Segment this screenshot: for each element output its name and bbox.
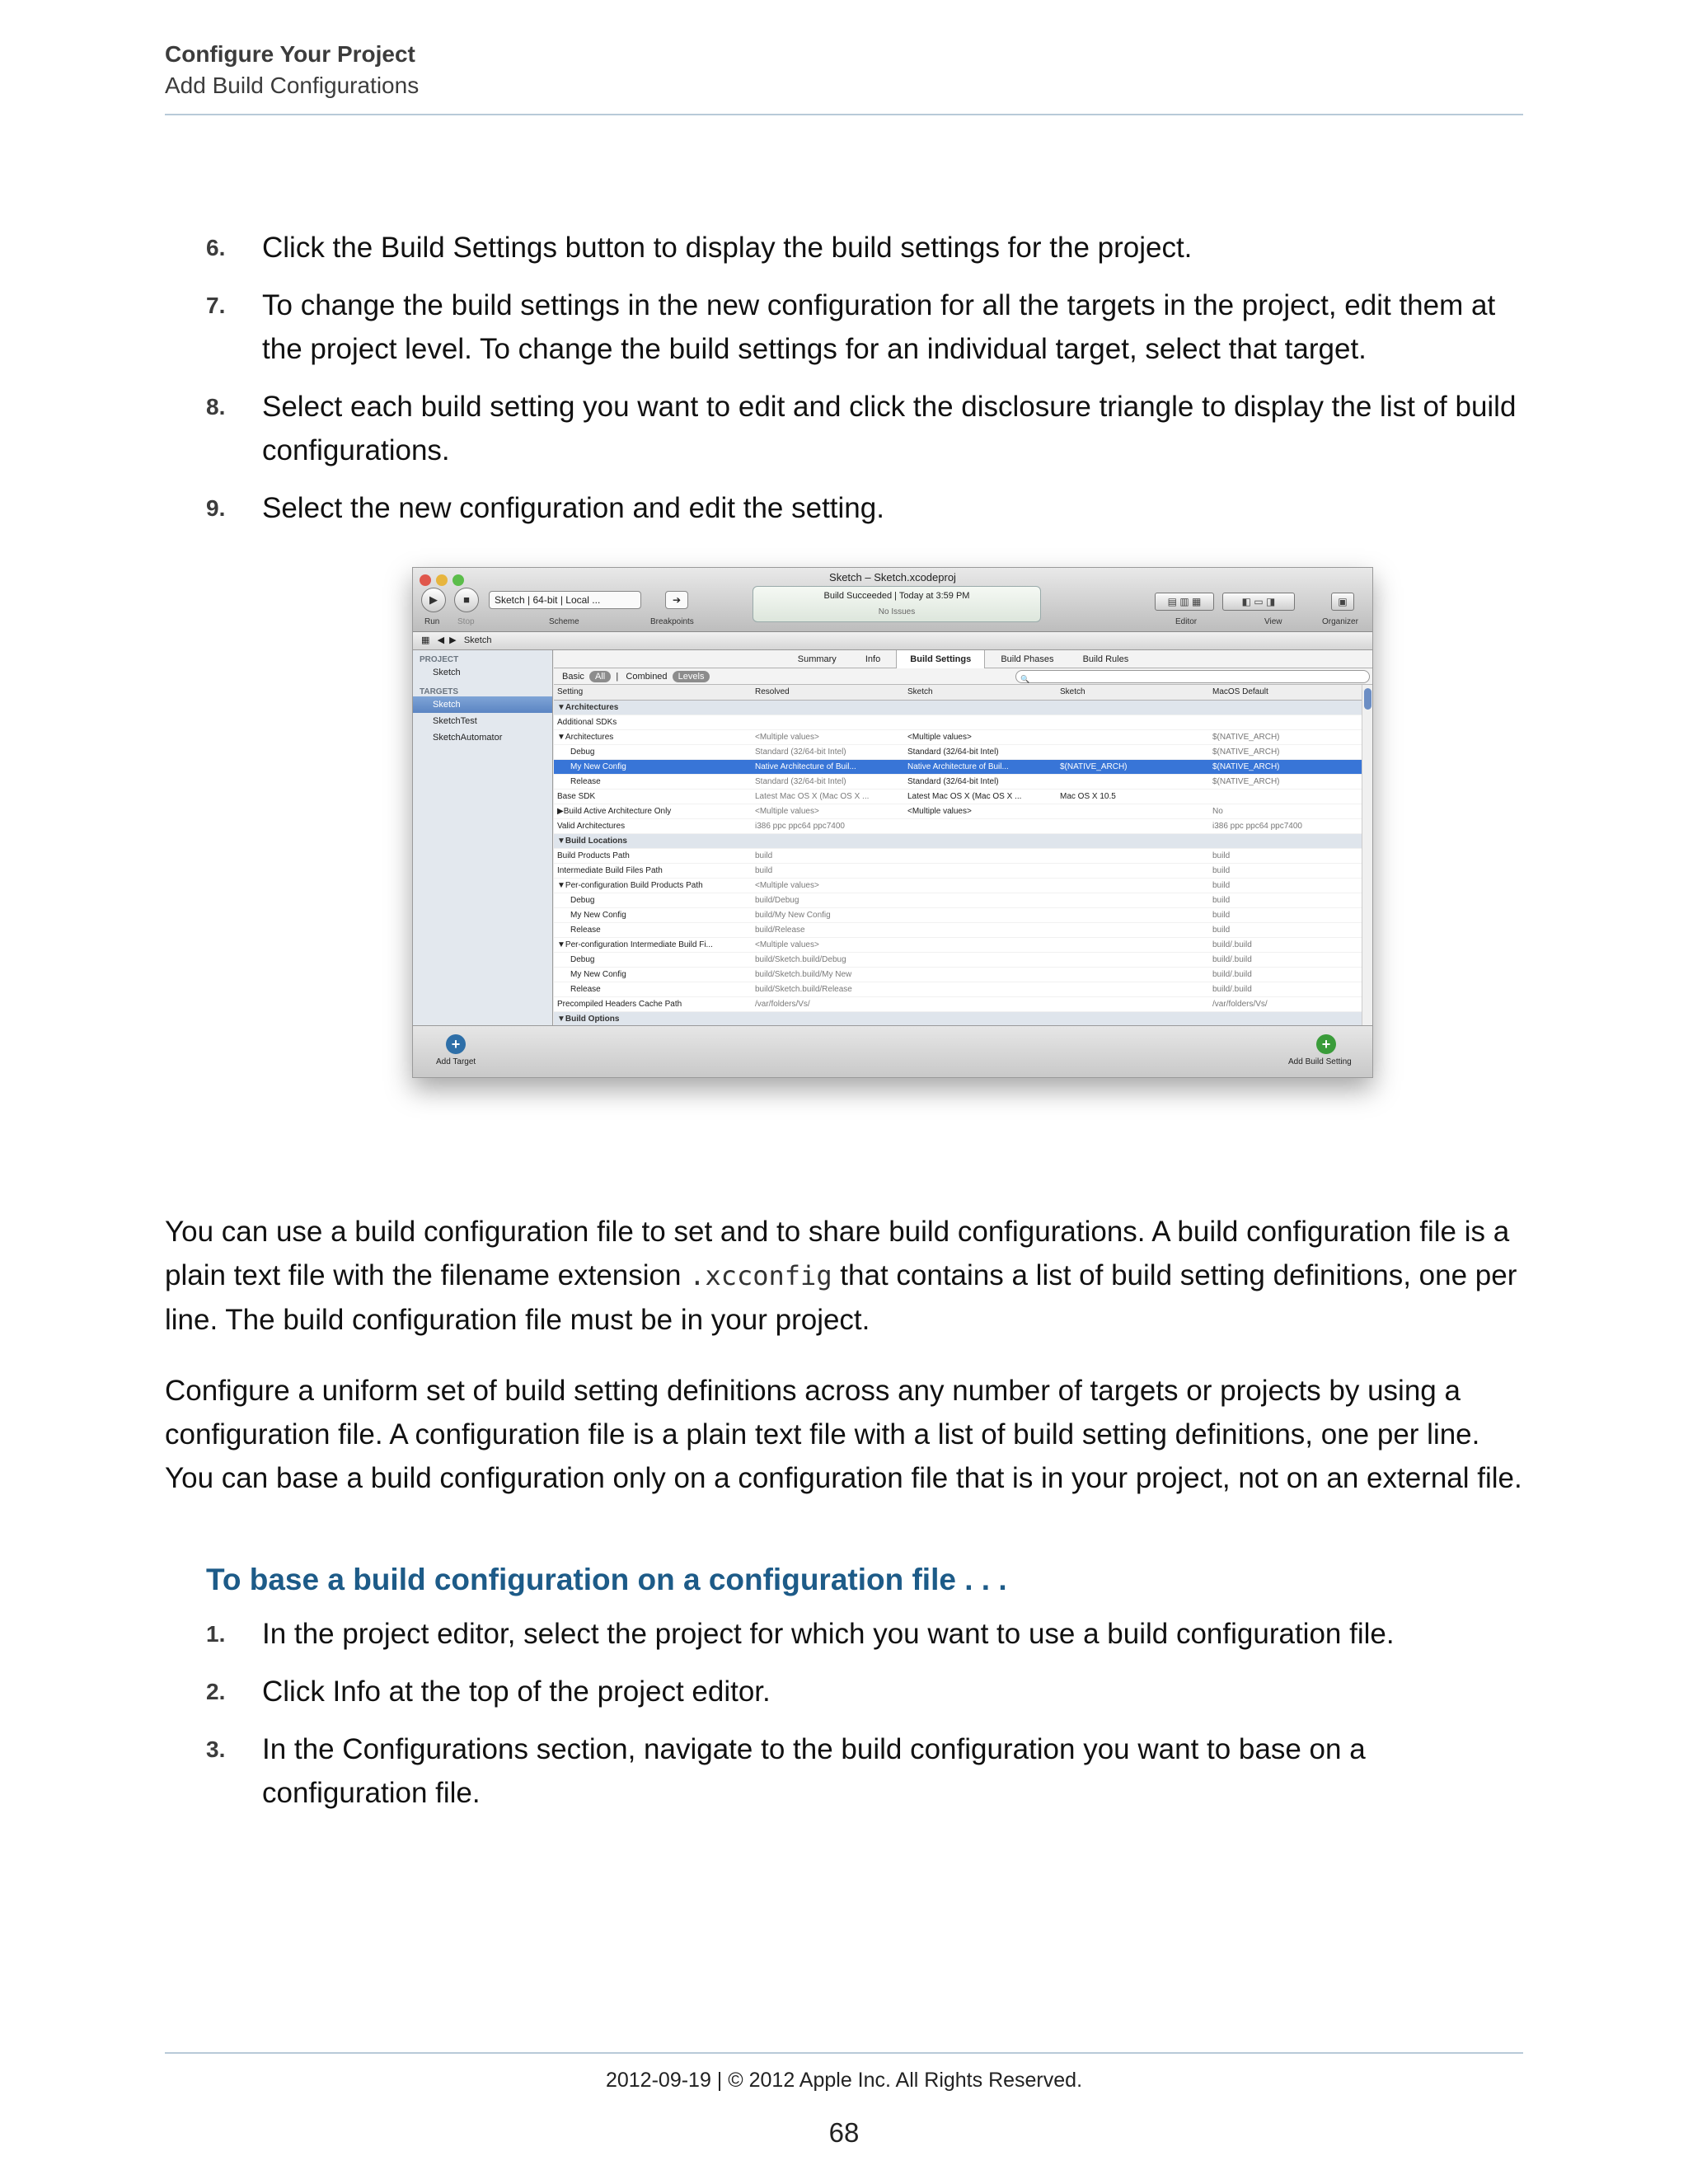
table-cell <box>1057 878 1209 893</box>
step-number: 8. <box>206 394 226 419</box>
table-cell <box>904 937 1057 952</box>
tab-build-settings[interactable]: Build Settings <box>896 650 985 668</box>
footer-rule <box>165 2052 1523 2054</box>
table-cell: <Multiple values> <box>904 729 1057 744</box>
editor-mode-icons[interactable]: ▤ ▥ ▦ <box>1155 593 1214 611</box>
step-text: Click the Build Settings button to display the build settings for the project. <box>262 232 1193 264</box>
editor-bottom-bar <box>413 1025 1372 1078</box>
table-cell <box>1209 1011 1372 1026</box>
table-row[interactable] <box>554 789 1372 804</box>
build-settings-rows <box>554 700 1372 1026</box>
table-cell: My New Config <box>554 759 752 774</box>
table-cell <box>1057 863 1209 878</box>
table-cell: <Multiple values> <box>752 729 904 744</box>
table-cell <box>752 1011 904 1026</box>
table-cell <box>904 848 1057 863</box>
table-cell: Standard (32/64-bit Intel) <box>904 774 1057 789</box>
table-cell: ▼Per-configuration Intermediate Build Fi... <box>554 937 752 952</box>
table-cell <box>904 893 1057 907</box>
table-cell: <Multiple values> <box>752 878 904 893</box>
target-item[interactable]: SketchAutomator <box>433 733 503 743</box>
table-cell: /var/folders/Vs/ <box>752 996 904 1011</box>
tab-info[interactable]: Info <box>865 654 881 664</box>
step-item <box>206 1727 1525 1815</box>
tab-build-rules[interactable]: Build Rules <box>1082 654 1129 664</box>
table-cell <box>1057 967 1209 982</box>
issues-status-text: No Issues <box>878 607 916 616</box>
search-icon: 🔍 <box>1020 675 1030 683</box>
table-cell: build <box>752 848 904 863</box>
table-cell: Debug <box>554 893 752 907</box>
table-cell <box>1209 833 1372 848</box>
table-cell <box>1057 893 1209 907</box>
scheme-label: Scheme <box>549 617 579 626</box>
step-number: 3. <box>206 1736 226 1762</box>
table-cell: Mac OS X 10.5 <box>1057 789 1209 804</box>
build-settings-table <box>554 685 1372 1027</box>
group-row[interactable] <box>554 700 1372 715</box>
table-cell <box>904 863 1057 878</box>
table-cell: <Multiple values> <box>752 937 904 952</box>
table-cell <box>1057 774 1209 789</box>
filter-combined[interactable]: Combined <box>626 672 668 682</box>
table-row[interactable] <box>554 907 1372 922</box>
target-item[interactable]: SketchTest <box>433 716 477 726</box>
table-row[interactable] <box>554 818 1372 833</box>
column-header[interactable]: Sketch <box>1057 685 1209 700</box>
step-text: Select each build setting you want to edit and click the disclosure triangle to display the list of build configurations. <box>262 391 1517 466</box>
step-text: Select the new configuration and edit the setting. <box>262 492 884 524</box>
table-cell: Standard (32/64-bit Intel) <box>752 774 904 789</box>
table-cell <box>904 818 1057 833</box>
step-text: In the project editor, select the project for which you want to use a build configuration file. <box>262 1618 1395 1650</box>
window-title: Sketch – Sketch.xcodeproj <box>829 571 956 583</box>
table-cell <box>1057 996 1209 1011</box>
targets-heading: TARGETS <box>420 687 459 696</box>
table-cell <box>1057 729 1209 744</box>
task-heading: To base a build configuration on a configuration file . . . <box>206 1563 1007 1596</box>
table-row[interactable] <box>554 744 1372 759</box>
table-cell: build <box>1209 922 1372 937</box>
table-cell <box>1057 982 1209 996</box>
table-cell <box>1057 833 1209 848</box>
table-cell: Base SDK <box>554 789 752 804</box>
scheme-popup[interactable]: Sketch | 64-bit | Local ... <box>489 591 641 609</box>
steps-list-bottom <box>206 1612 1525 1829</box>
table-row[interactable] <box>554 774 1372 789</box>
table-cell: build/Sketch.build/Release <box>752 982 904 996</box>
table-row[interactable] <box>554 922 1372 937</box>
table-cell: ▶Build Active Architecture Only <box>554 804 752 818</box>
filter-all[interactable]: All <box>589 671 611 682</box>
table-row[interactable] <box>554 967 1372 982</box>
path-project[interactable]: Sketch <box>463 635 492 645</box>
grid-icon[interactable]: ▦ <box>421 635 430 645</box>
table-cell: Release <box>554 982 752 996</box>
view-toggle-icons[interactable]: ◧ ▭ ◨ <box>1222 593 1295 611</box>
column-header[interactable]: Setting <box>554 685 752 700</box>
table-cell: build <box>1209 907 1372 922</box>
table-cell <box>1057 715 1209 729</box>
table-cell <box>904 715 1057 729</box>
table-cell <box>904 952 1057 967</box>
table-cell: Debug <box>554 952 752 967</box>
table-cell: Native Architecture of Buil... <box>752 759 904 774</box>
table-cell: build/.build <box>1209 937 1372 952</box>
project-item[interactable]: Sketch <box>433 668 461 677</box>
table-cell: Latest Mac OS X (Mac OS X ... <box>904 789 1057 804</box>
table-row[interactable] <box>554 848 1372 863</box>
table-cell: ▼Per-configuration Build Products Path <box>554 878 752 893</box>
table-cell: $(NATIVE_ARCH) <box>1209 744 1372 759</box>
view-label: View <box>1264 617 1282 626</box>
breakpoints-button[interactable]: ➔ <box>665 591 688 609</box>
header-rule <box>165 114 1523 115</box>
build-status-text: Build Succeeded | Today at 3:59 PM <box>823 591 970 601</box>
editor-label: Editor <box>1175 617 1198 626</box>
table-cell <box>1057 744 1209 759</box>
step-item <box>206 226 1525 269</box>
steps-list-top <box>206 226 1525 544</box>
page-number: 68 <box>828 2117 860 2148</box>
table-row[interactable] <box>554 759 1372 774</box>
paragraph-text: You can use a build configuration file to set and to share build configurations. A build configuration file is a plain text file with the filename extension <box>165 1216 1510 1291</box>
table-cell <box>1057 804 1209 818</box>
table-cell <box>904 1011 1057 1026</box>
step-item <box>206 1612 1525 1656</box>
tab-build-phases[interactable]: Build Phases <box>1001 654 1054 664</box>
breakpoints-label: Breakpoints <box>650 617 694 626</box>
table-cell <box>1057 700 1209 715</box>
table-row[interactable] <box>554 729 1372 744</box>
table-cell <box>1209 715 1372 729</box>
group-row[interactable] <box>554 833 1372 848</box>
project-navigator <box>413 650 553 1025</box>
table-cell: Latest Mac OS X (Mac OS X ... <box>752 789 904 804</box>
table-cell: Release <box>554 922 752 937</box>
back-arrow-icon[interactable]: ◀ <box>437 635 445 645</box>
table-cell <box>904 982 1057 996</box>
table-cell <box>904 996 1057 1011</box>
table-cell: i386 ppc ppc64 ppc7400 <box>752 818 904 833</box>
column-header[interactable]: MacOS Default <box>1209 685 1372 700</box>
table-cell <box>1209 700 1372 715</box>
table-cell: build/.build <box>1209 952 1372 967</box>
table-cell <box>904 907 1057 922</box>
table-cell: $(NATIVE_ARCH) <box>1209 759 1372 774</box>
step-text: In the Configurations section, navigate to the build configuration you want to base on a configuration file. <box>262 1733 1366 1809</box>
table-cell <box>752 700 904 715</box>
table-cell <box>1057 922 1209 937</box>
table-cell <box>1057 907 1209 922</box>
table-row[interactable] <box>554 715 1372 729</box>
table-row[interactable] <box>554 878 1372 893</box>
forward-arrow-icon[interactable]: ▶ <box>449 635 457 645</box>
table-cell: i386 ppc ppc64 ppc7400 <box>1209 818 1372 833</box>
table-cell: build/Release <box>752 922 904 937</box>
table-cell <box>1209 789 1372 804</box>
table-row[interactable] <box>554 952 1372 967</box>
xcode-window-screenshot <box>412 567 1373 1078</box>
table-cell <box>904 878 1057 893</box>
table-cell <box>1057 1011 1209 1026</box>
table-cell <box>904 700 1057 715</box>
stop-label: Stop <box>457 617 475 626</box>
table-cell: build/Sketch.build/My New <box>752 967 904 982</box>
table-cell: build <box>1209 893 1372 907</box>
table-cell: $(NATIVE_ARCH) <box>1209 774 1372 789</box>
table-cell: Valid Architectures <box>554 818 752 833</box>
stop-button[interactable]: ■ <box>454 588 479 612</box>
table-row[interactable] <box>554 863 1372 878</box>
table-cell <box>904 833 1057 848</box>
table-cell: Release <box>554 774 752 789</box>
step-number: 1. <box>206 1621 226 1647</box>
table-cell: Standard (32/64-bit Intel) <box>752 744 904 759</box>
filter-bar: Basic All | Combined Levels 🔍 <box>554 668 1372 685</box>
tab-summary[interactable]: Summary <box>797 654 837 664</box>
table-cell: Build Products Path <box>554 848 752 863</box>
body-paragraph: Configure a uniform set of build setting definitions across any number of targets or projects by using a configuration file. A configuration file is a plain text file with a list of build setting definitions, one per line. You can base a build configuration only on a configuration file that is in your project, not on an external file. <box>165 1375 1522 1494</box>
table-cell <box>1057 937 1209 952</box>
table-row[interactable] <box>554 996 1372 1011</box>
table-cell: build <box>1209 878 1372 893</box>
table-cell: build/Sketch.build/Debug <box>752 952 904 967</box>
table-row[interactable] <box>554 893 1372 907</box>
add-target-button[interactable]: + <box>446 1034 466 1054</box>
organizer-icon[interactable]: ▣ <box>1331 593 1354 611</box>
table-cell: $(NATIVE_ARCH) <box>1209 729 1372 744</box>
table-cell: Debug <box>554 744 752 759</box>
target-item[interactable]: Sketch <box>413 696 552 713</box>
organizer-label: Organizer <box>1322 617 1358 626</box>
group-row[interactable] <box>554 1011 1372 1026</box>
table-cell: build <box>1209 848 1372 863</box>
jump-bar[interactable] <box>413 632 1372 650</box>
table-row[interactable] <box>554 937 1372 952</box>
table-cell: Intermediate Build Files Path <box>554 863 752 878</box>
column-header[interactable]: Sketch <box>904 685 1057 700</box>
table-cell: <Multiple values> <box>904 804 1057 818</box>
table-cell: /var/folders/Vs/ <box>1209 996 1372 1011</box>
footer-copyright: 2012-09-19 | © 2012 Apple Inc. All Rights Reserved. <box>605 2069 1083 2092</box>
table-row[interactable] <box>554 982 1372 996</box>
table-cell: My New Config <box>554 907 752 922</box>
filter-basic[interactable]: Basic <box>562 672 584 682</box>
table-cell: Additional SDKs <box>554 715 752 729</box>
table-cell: My New Config <box>554 967 752 982</box>
table-cell: <Multiple values> <box>752 804 904 818</box>
paragraph-text: that contains a list of build setting definitions, one per line. The build configuration file must be in your project. <box>165 1259 1517 1336</box>
step-item <box>206 385 1525 472</box>
table-cell: build/Debug <box>752 893 904 907</box>
window-toolbar <box>413 568 1372 632</box>
table-cell: ▼Build Options <box>554 1011 752 1026</box>
table-cell <box>1057 818 1209 833</box>
table-cell: build <box>1209 863 1372 878</box>
step-text: Click Info at the top of the project editor. <box>262 1675 771 1708</box>
build-settings-editor <box>554 650 1372 1025</box>
step-text: To change the build settings in the new configuration for all the targets in the project, edit them at the project level. To change the build settings for an individual target, select that target. <box>262 289 1496 365</box>
table-cell: $(NATIVE_ARCH) <box>1057 759 1209 774</box>
step-item <box>206 486 1525 530</box>
table-cell: build/.build <box>1209 967 1372 982</box>
table-cell: build/My New Config <box>752 907 904 922</box>
step-item <box>206 284 1525 371</box>
run-button[interactable]: ▶ <box>421 588 446 612</box>
column-header[interactable]: Resolved <box>752 685 904 700</box>
table-cell: ▼Architectures <box>554 700 752 715</box>
table-header-row <box>554 685 1372 700</box>
table-cell: ▼Build Locations <box>554 833 752 848</box>
editor-tabs <box>554 650 1372 668</box>
body-paragraph <box>165 1210 1525 1342</box>
table-cell: Precompiled Headers Cache Path <box>554 996 752 1011</box>
add-build-setting-button[interactable]: + <box>1316 1034 1336 1054</box>
chapter-title: Configure Your Project <box>165 41 415 67</box>
section-title: Add Build Configurations <box>165 73 420 98</box>
table-cell <box>1057 848 1209 863</box>
step-item <box>206 1670 1525 1713</box>
code-xcconfig: .xcconfig <box>689 1260 832 1291</box>
add-target-label: Add Target <box>436 1057 476 1066</box>
table-cell <box>752 833 904 848</box>
table-cell <box>904 922 1057 937</box>
table-cell: build/.build <box>1209 982 1372 996</box>
step-number: 2. <box>206 1679 226 1704</box>
table-cell: Native Architecture of Buil... <box>904 759 1057 774</box>
step-number: 7. <box>206 293 226 318</box>
table-cell <box>904 967 1057 982</box>
add-build-setting-label: Add Build Setting <box>1288 1057 1352 1066</box>
table-row[interactable] <box>554 804 1372 818</box>
table-cell: ▼Architectures <box>554 729 752 744</box>
running-header <box>165 40 419 102</box>
scrollbar[interactable] <box>1362 685 1372 1025</box>
step-number: 9. <box>206 495 226 521</box>
scroll-thumb[interactable] <box>1364 688 1372 710</box>
table-cell <box>1057 952 1209 967</box>
table-cell <box>752 715 904 729</box>
search-field[interactable] <box>1015 670 1370 683</box>
activity-status <box>753 586 1041 622</box>
run-label: Run <box>424 617 440 626</box>
step-number: 6. <box>206 235 226 260</box>
table-cell: No <box>1209 804 1372 818</box>
filter-levels[interactable]: Levels <box>673 671 710 682</box>
table-cell: Standard (32/64-bit Intel) <box>904 744 1057 759</box>
project-heading: PROJECT <box>420 655 459 664</box>
table-cell: build <box>752 863 904 878</box>
